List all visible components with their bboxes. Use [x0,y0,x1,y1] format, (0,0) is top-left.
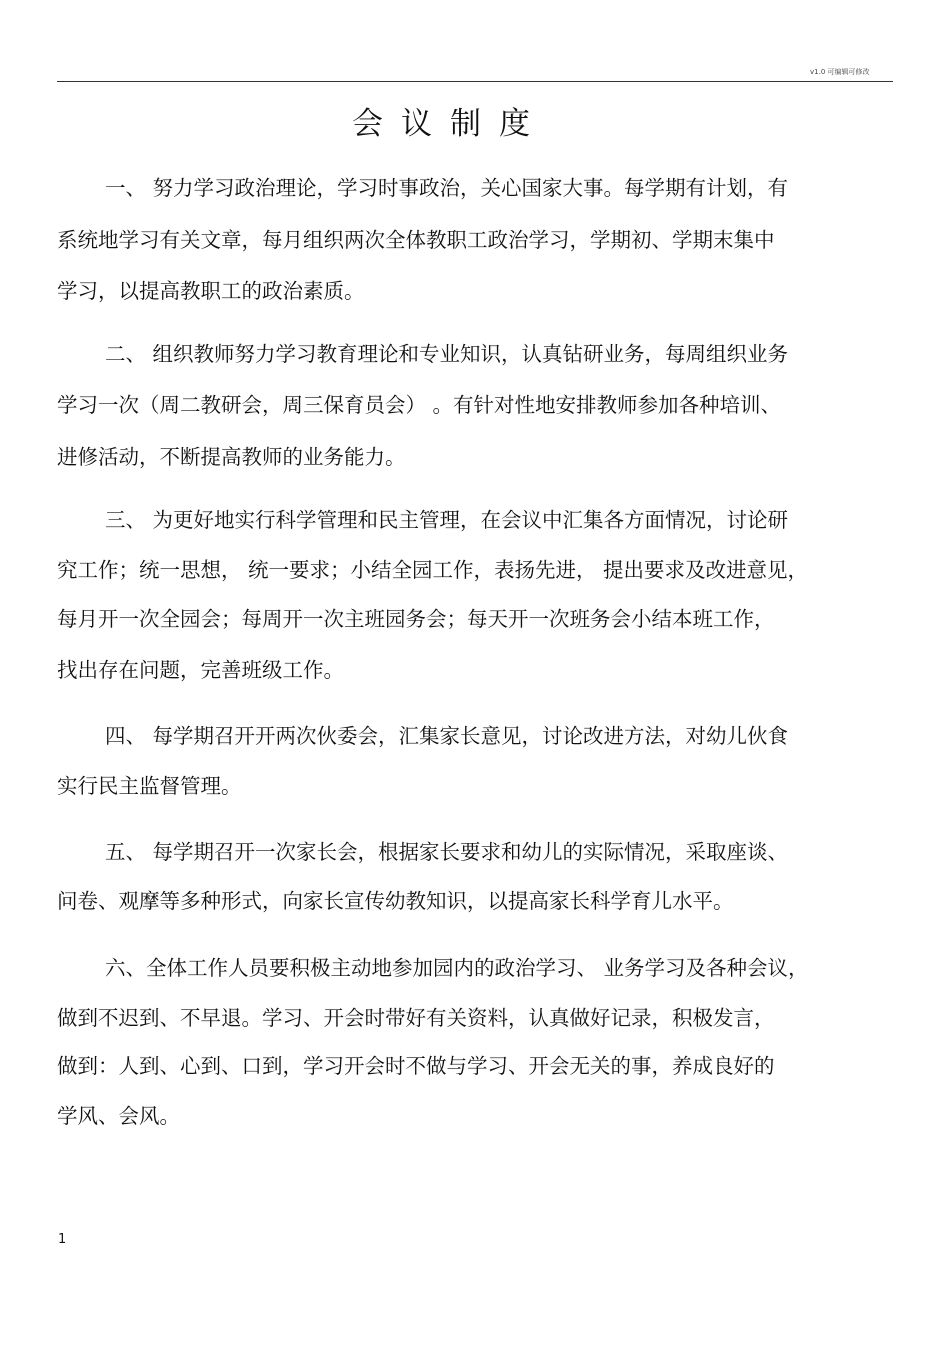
paragraph-line: 每月开一次全园会；每周开一次主班园务会；每天开一次班务会小结本班工作， [57,607,775,631]
page-number: 1 [58,1232,67,1247]
paragraph-line: 实行民主监督管理。 [57,774,242,798]
paragraph-line: 二、 组织教师努力学习教育理论和专业知识，认真钻研业务，每周组织业务 [105,342,789,366]
paragraph-line: 五、 每学期召开一次家长会，根据家长要求和幼儿的实际情况，采取座谈、 [105,840,789,864]
paragraph-line: 问卷、观摩等多种形式，向家长宣传幼教知识，以提高家长科学育儿水平。 [57,889,734,913]
paragraph-line: 学风、会风。 [57,1104,180,1128]
paragraph-line: 六、全体工作人员要积极主动地参加园内的政治学习、 业务学习及各种会议， [105,956,809,980]
paragraph-line: 四、 每学期召开开两次伙委会，汇集家长意见，讨论改进方法，对幼儿伙食 [105,724,789,748]
paragraph-line: 系统地学习有关文章，每月组织两次全体教职工政治学习，学期初、学期末集中 [57,228,775,252]
paragraph-line: 三、 为更好地实行科学管理和民主管理，在会议中汇集各方面情况，讨论研 [105,508,789,532]
header-version-note: v1.0 可编辑可修改 [810,68,870,76]
document-title: 会议制度 [352,106,548,142]
header-divider [57,81,893,82]
paragraph-line: 学习一次（周二教研会，周三保育员会） 。有针对性地安排教师参加各种培训、 [57,393,782,417]
paragraph-line: 做到：人到、心到、口到，学习开会时不做与学习、开会无关的事，养成良好的 [57,1054,775,1078]
paragraph-line: 进修活动，不断提高教师的业务能力。 [57,445,406,469]
paragraph-line: 一、 努力学习政治理论，学习时事政治，关心国家大事。每学期有计划，有 [105,176,789,200]
paragraph-line: 做到不迟到、不早退。学习、开会时带好有关资料，认真做好记录，积极发言， [57,1006,775,1030]
paragraph-line: 学习，以提高教职工的政治素质。 [57,279,365,303]
paragraph-line: 找出存在问题，完善班级工作。 [57,658,344,682]
paragraph-line: 究工作；统一思想， 统一要求；小结全园工作，表扬先进， 提出要求及改进意见， [57,558,809,582]
